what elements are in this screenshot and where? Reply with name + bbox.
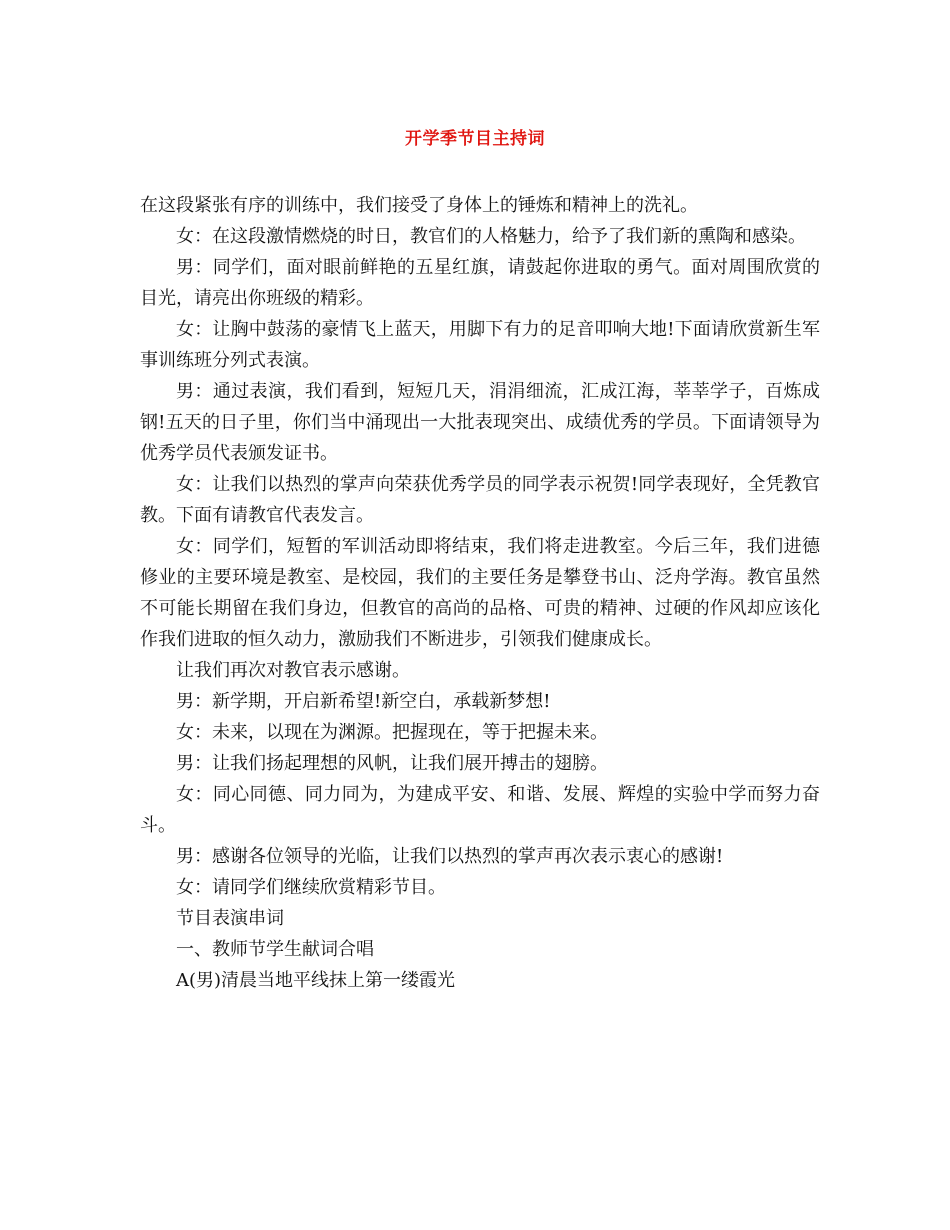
paragraph-12: 女：同心同德、同力同为，为建成平安、和谐、发展、辉煌的实验中学而努力奋斗。 [140,784,820,836]
paragraph-5: 男：通过表演，我们看到，短短几天，涓涓细流，汇成江海，莘莘学子，百炼成钢!五天的日子里，你们当中涌现出一大批表现突出、成绩优秀的学员。下面请领导为优秀学员代表颁发证书。 [140,381,820,464]
paragraph-3: 男：同学们，面对眼前鲜艳的五星红旗，请鼓起你进取的勇气。面对周围欣赏的目光，请亮出你班级的精彩。 [140,257,820,309]
paragraph-1: 在这段紧张有序的训练中，我们接受了身体上的锤炼和精神上的洗礼。 [140,195,698,216]
paragraph-6: 女：让我们以热烈的掌声向荣获优秀学员的同学表示祝贺!同学表现好，全凭教官教。下面有请教官代表发言。 [140,474,820,526]
paragraph-2: 女：在这段激情燃烧的时日，教官们的人格魅力，给予了我们新的熏陶和感染。 [176,226,806,247]
paragraph-11: 男：让我们扬起理想的风帆，让我们展开搏击的翅膀。 [176,753,608,774]
paragraph-14: 女：请同学们继续欣赏精彩节目。 [176,877,446,898]
paragraph-4: 女：让胸中鼓荡的豪情飞上蓝天，用脚下有力的足音叩响大地!下面请欣赏新生军事训练班分列式表演。 [140,319,820,371]
paragraph-17: A(男)清晨当地平线抹上第一缕霞光 [176,970,456,991]
paragraph-9: 男：新学期，开启新希望!新空白，承载新梦想! [176,691,551,712]
paragraph-13: 男：感谢各位领导的光临，让我们以热烈的掌声再次表示衷心的感谢! [176,846,724,867]
section-heading: 节目表演串词 [176,908,284,929]
paragraph-10: 女：未来，以现在为渊源。把握现在，等于把握未来。 [176,722,608,743]
paragraph-16: 一、教师节学生献词合唱 [176,939,374,960]
paragraph-8: 让我们再次对教官表示感谢。 [176,660,410,681]
document-body [140,190,820,996]
document-title: 开学季节目主持词 [405,129,545,149]
paragraph-7: 女：同学们，短暂的军训活动即将结束，我们将走进教室。今后三年，我们进德修业的主要环境是教室、是校园，我们的主要任务是攀登书山、泛舟学海。教官虽然不可能长期留在我们身边，但教官的高尚的品格、可贵的精神、过硬的作风却应该化作我们进取的恒久动力，激励我们不断进步，引领我们健康成长。 [140,536,820,650]
